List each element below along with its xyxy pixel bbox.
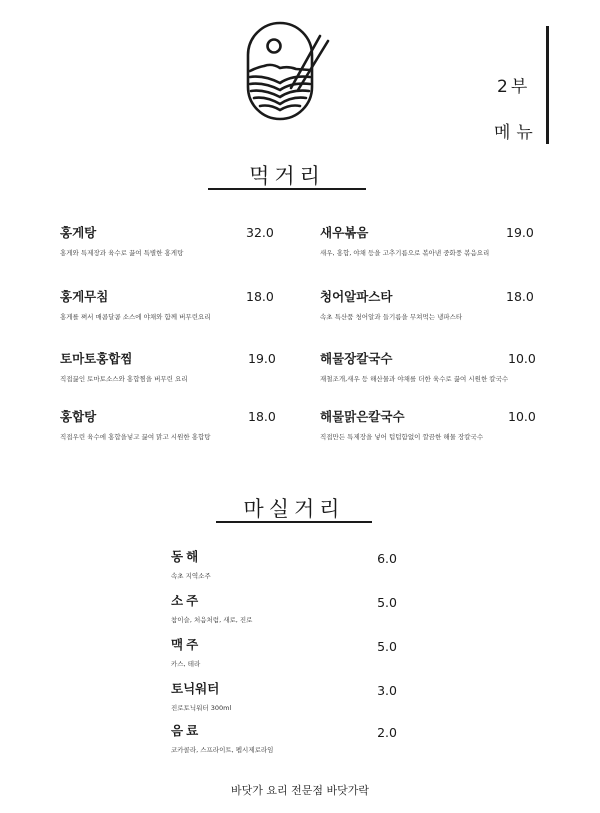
food-name: 해물장칼국수 [320,351,393,366]
food-item-hongge-muchim [60,287,274,321]
drink-title-underline [216,521,372,523]
food-desc: 직접우린 육수에 홍합을넣고 끓여 맑고 시원한 홍합탕 [60,433,211,441]
drink-item-eumryo [171,721,397,754]
food-desc: 홍게를 쪄서 매콤달콤 소스에 야채와 함께 버무린요리 [60,313,211,321]
drink-price: 5.0 [377,595,397,610]
food-price: 18.0 [248,409,276,424]
food-title-underline [208,188,366,190]
food-desc: 직접끓인 토마토소스와 홍합찜을 버무린 요리 [60,375,188,383]
drink-price: 3.0 [377,683,397,698]
drink-desc: 진로토닉워터 300ml [171,704,232,712]
side-divider [546,26,549,144]
drink-desc: 코카콜라, 스프라이트, 펩시제로라임 [171,746,274,754]
drink-price: 5.0 [377,639,397,654]
food-name: 해물맑은칼국수 [320,409,405,424]
drink-name: 동해 [171,549,202,564]
drink-item-soju [171,591,397,624]
food-price: 10.0 [508,351,536,366]
food-name: 청어알파스타 [320,289,393,304]
food-name: 홍게탕 [60,225,97,240]
food-desc: 속초 특산품 청어알과 들기름을 무쳐먹는 냉파스타 [320,313,463,321]
drink-desc: 참이슬, 처음처럼, 새로, 진로 [171,616,253,624]
food-price: 18.0 [506,289,534,304]
food-item-hongge-tang [60,223,274,257]
food-section-title: 먹거리 [249,164,325,188]
food-name: 새우볶음 [320,225,369,240]
food-item-haemul-malgeun-kalguksu [320,407,536,441]
drink-name: 음료 [171,723,202,738]
drink-name: 소주 [171,593,202,608]
drink-item-maekju [171,635,397,668]
food-item-honghap-tang [60,407,276,441]
food-price: 19.0 [506,225,534,240]
drink-section-title: 마실거리 [243,497,345,521]
food-item-saeu-bokkeum [320,223,534,257]
part-label: 2부 [497,77,531,97]
menu-label: 메뉴 [494,123,539,143]
food-item-haemul-jang-kalguksu [320,349,536,383]
food-item-tomato-honghap-jjim [60,349,276,383]
food-desc: 새우, 홍합, 야채 등을 고추기름으로 볶아낸 중화풍 볶음요리 [320,249,490,257]
drink-item-tonic-water [171,679,397,712]
food-name: 홍게무침 [60,289,109,304]
food-desc: 직접만든 특제장을 넣어 텁텁함없이 깔끔한 해물 장칼국수 [320,433,484,441]
food-price: 18.0 [246,289,274,304]
drink-desc: 카스, 테라 [171,660,201,668]
food-price: 10.0 [508,409,536,424]
drink-price: 6.0 [377,551,397,566]
food-name: 홍합탕 [60,409,97,424]
food-desc: 재철조개,새우 등 해산물과 야채를 더한 육수로 끓여 시원한 칼국수 [320,375,509,383]
food-price: 19.0 [248,351,276,366]
drink-item-donghae [171,547,397,580]
drink-price: 2.0 [377,725,397,740]
footer-tagline: 바닷가 요리 전문점 바닷가락 [230,784,369,797]
food-price: 32.0 [246,225,274,240]
food-desc: 홍게와 특제장과 육수로 끓여 특별한 홍게탕 [60,249,184,257]
food-name: 토마토홍합찜 [60,351,133,366]
drink-name: 토닉워터 [171,681,220,696]
drink-name: 맥주 [171,637,202,652]
drink-desc: 속초 지역소주 [171,572,211,580]
restaurant-logo [244,19,330,123]
food-item-cheongeoal-pasta [320,287,534,321]
